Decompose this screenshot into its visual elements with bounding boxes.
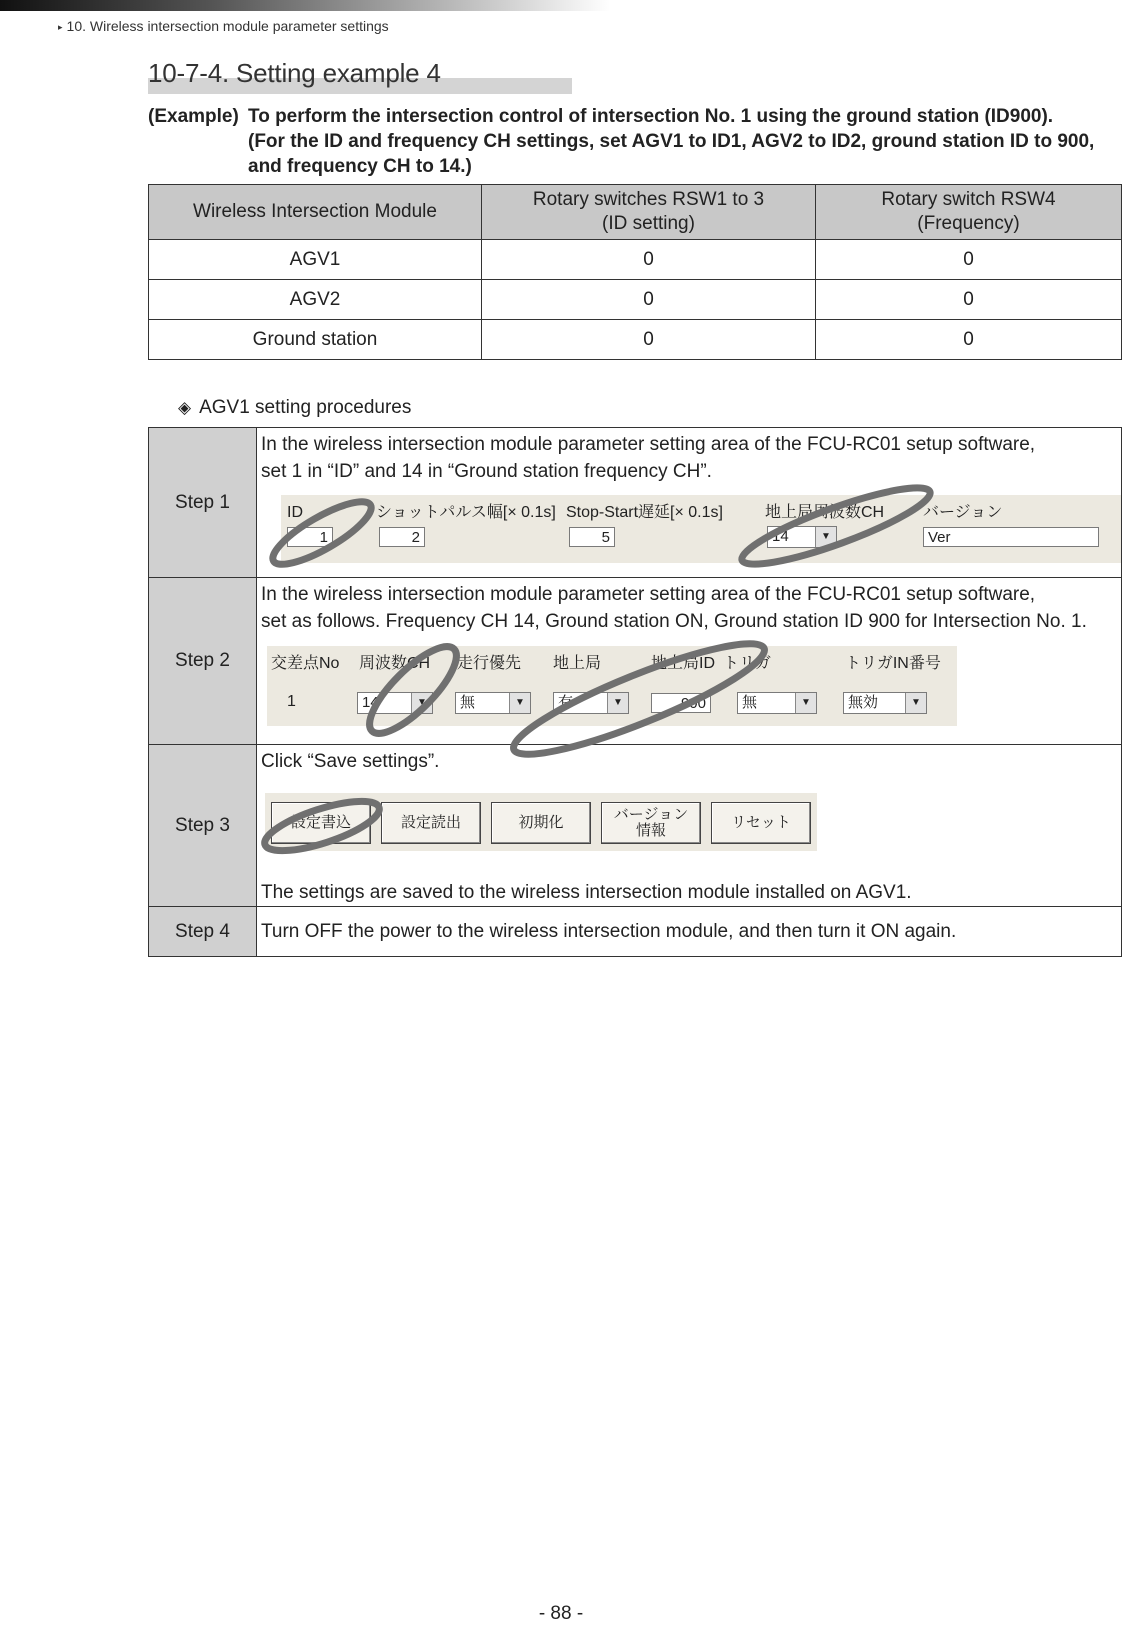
step-label: Step 2: [149, 578, 257, 745]
field-label: トリガIN番号: [845, 655, 941, 672]
table-cell: AGV1: [149, 240, 482, 280]
step-row: [149, 428, 1122, 578]
step-text-line: In the wireless intersection module parameter setting area of the FCU-RC01 setup software,: [261, 584, 1036, 605]
column-header-line: (Frequency): [917, 213, 1020, 234]
button-bar-screenshot: [265, 793, 817, 851]
reset-button[interactable]: リセット: [711, 802, 811, 844]
breadcrumb-text: 10. Wireless intersection module parameter settings: [66, 18, 389, 34]
step-body: [257, 428, 1122, 578]
table-cell: 0: [816, 240, 1122, 280]
rotary-switch-table: [148, 184, 1122, 360]
step-row: [149, 578, 1122, 745]
diamond-icon: ◈: [178, 398, 192, 417]
table-row: [149, 280, 1122, 320]
step-label: Step 1: [149, 428, 257, 578]
column-header-line: Rotary switches RSW1 to 3: [532, 189, 765, 210]
select-value: 有: [558, 694, 574, 711]
parameter-screenshot: [281, 495, 1121, 563]
table-row: [149, 320, 1122, 360]
column-header: [816, 185, 1122, 240]
travel-priority-select[interactable]: [455, 692, 531, 714]
intersection-screenshot: [267, 646, 957, 726]
step-text-line: The settings are saved to the wireless intersection module installed on AGV1.: [261, 882, 912, 903]
step-row: [149, 907, 1122, 957]
select-value: 無: [460, 694, 476, 711]
field-label: 地上局ID: [651, 655, 716, 672]
field-label: 地上局: [553, 655, 602, 672]
field-label: 交差点No: [271, 655, 340, 672]
dropdown-arrow-icon[interactable]: ▼: [607, 693, 628, 713]
load-settings-button[interactable]: 設定読出: [381, 802, 481, 844]
table-cell: 0: [482, 240, 816, 280]
step-text-line: set 1 in “ID” and 14 in “Ground station frequency CH”.: [261, 461, 712, 482]
id-input[interactable]: 1: [287, 527, 333, 547]
ground-station-ch-select[interactable]: [767, 526, 837, 548]
dropdown-arrow-icon[interactable]: ▼: [815, 527, 836, 547]
field-label: バージョン: [923, 504, 1003, 521]
step-text-line: In the wireless intersection module parameter setting area of the FCU-RC01 setup software,: [261, 434, 1036, 455]
step-text-line: set as follows. Frequency CH 14, Ground station ON, Ground station ID 900 for Intersection No. 1.: [261, 611, 1087, 632]
ground-station-select[interactable]: [553, 692, 629, 714]
example-line-1: To perform the intersection control of intersection No. 1 using the ground station (ID900).: [248, 106, 1054, 127]
dropdown-arrow-icon[interactable]: ▼: [905, 693, 926, 713]
field-label: ショットパルス幅[× 0.1s]: [376, 504, 556, 521]
table-cell: AGV2: [149, 280, 482, 320]
step-body: [257, 907, 1122, 957]
field-label: 周波数CH: [359, 655, 431, 672]
column-header-line: (ID setting): [602, 213, 695, 234]
button-line: バージョン: [613, 806, 689, 823]
intersection-number: 1: [287, 693, 296, 710]
procedure-table: [148, 427, 1122, 957]
section-title-text: 10-7-4. Setting example 4: [148, 58, 441, 88]
field-label: トリガ: [723, 655, 771, 672]
save-settings-button[interactable]: 設定書込: [271, 802, 371, 844]
field-label: 地上局周波数CH: [765, 504, 885, 521]
table-cell: Ground station: [149, 320, 482, 360]
step-label: Step 4: [149, 907, 257, 957]
table-row: [149, 240, 1122, 280]
header-gradient-bar: [0, 0, 610, 11]
field-label: ID: [287, 504, 303, 521]
step-label: Step 3: [149, 745, 257, 907]
column-header-line: Rotary switch RSW4: [881, 189, 1056, 210]
column-header: Wireless Intersection Module: [149, 185, 482, 240]
ground-station-id-input[interactable]: 900: [651, 693, 711, 713]
table-cell: 0: [816, 280, 1122, 320]
frequency-ch-select[interactable]: [357, 692, 433, 714]
select-value: 無: [742, 694, 758, 711]
column-header: [482, 185, 816, 240]
table-cell: 0: [816, 320, 1122, 360]
field-label: 走行優先: [457, 655, 522, 672]
step-row: [149, 745, 1122, 907]
table-cell: 0: [482, 280, 816, 320]
stop-start-delay-input[interactable]: 5: [569, 527, 615, 547]
dropdown-arrow-icon[interactable]: ▼: [411, 693, 432, 713]
field-label: Stop-Start遅延[× 0.1s]: [566, 504, 723, 521]
dropdown-arrow-icon[interactable]: ▼: [509, 693, 530, 713]
section-title: [148, 58, 572, 94]
version-field: Ver: [923, 527, 1099, 547]
example-tag: (Example): [148, 106, 239, 127]
example-text: [248, 104, 1098, 179]
triangle-icon: ▸: [58, 22, 63, 32]
step-text-line: Turn OFF the power to the wireless intersection module, and then turn it ON again.: [261, 921, 957, 942]
trigger-select[interactable]: [737, 692, 817, 714]
select-value: 14: [362, 694, 379, 711]
example-line-3: and frequency CH to 14.): [248, 156, 472, 177]
procedure-heading: [178, 397, 411, 419]
table-cell: 0: [482, 320, 816, 360]
version-info-button[interactable]: [601, 802, 701, 844]
button-line: 情報: [635, 822, 666, 839]
example-line-2: (For the ID and frequency CH settings, set AGV1 to ID1, AGV2 to ID2, ground station ID to 900,: [248, 131, 1095, 152]
step-text-line: Click “Save settings”.: [261, 751, 440, 772]
step-body: [257, 745, 1122, 907]
step-body: [257, 578, 1122, 745]
select-value: 無効: [848, 694, 879, 711]
page-number: - 88 -: [538, 1603, 584, 1624]
table-header-row: [149, 185, 1122, 240]
shot-pulse-input[interactable]: 2: [379, 527, 425, 547]
select-value: 14: [772, 528, 789, 545]
dropdown-arrow-icon[interactable]: ▼: [795, 693, 816, 713]
procedure-heading-text: AGV1 setting procedures: [199, 397, 412, 418]
initialize-button[interactable]: 初期化: [491, 802, 591, 844]
trigger-in-number-select[interactable]: [843, 692, 927, 714]
breadcrumb: [58, 18, 389, 34]
